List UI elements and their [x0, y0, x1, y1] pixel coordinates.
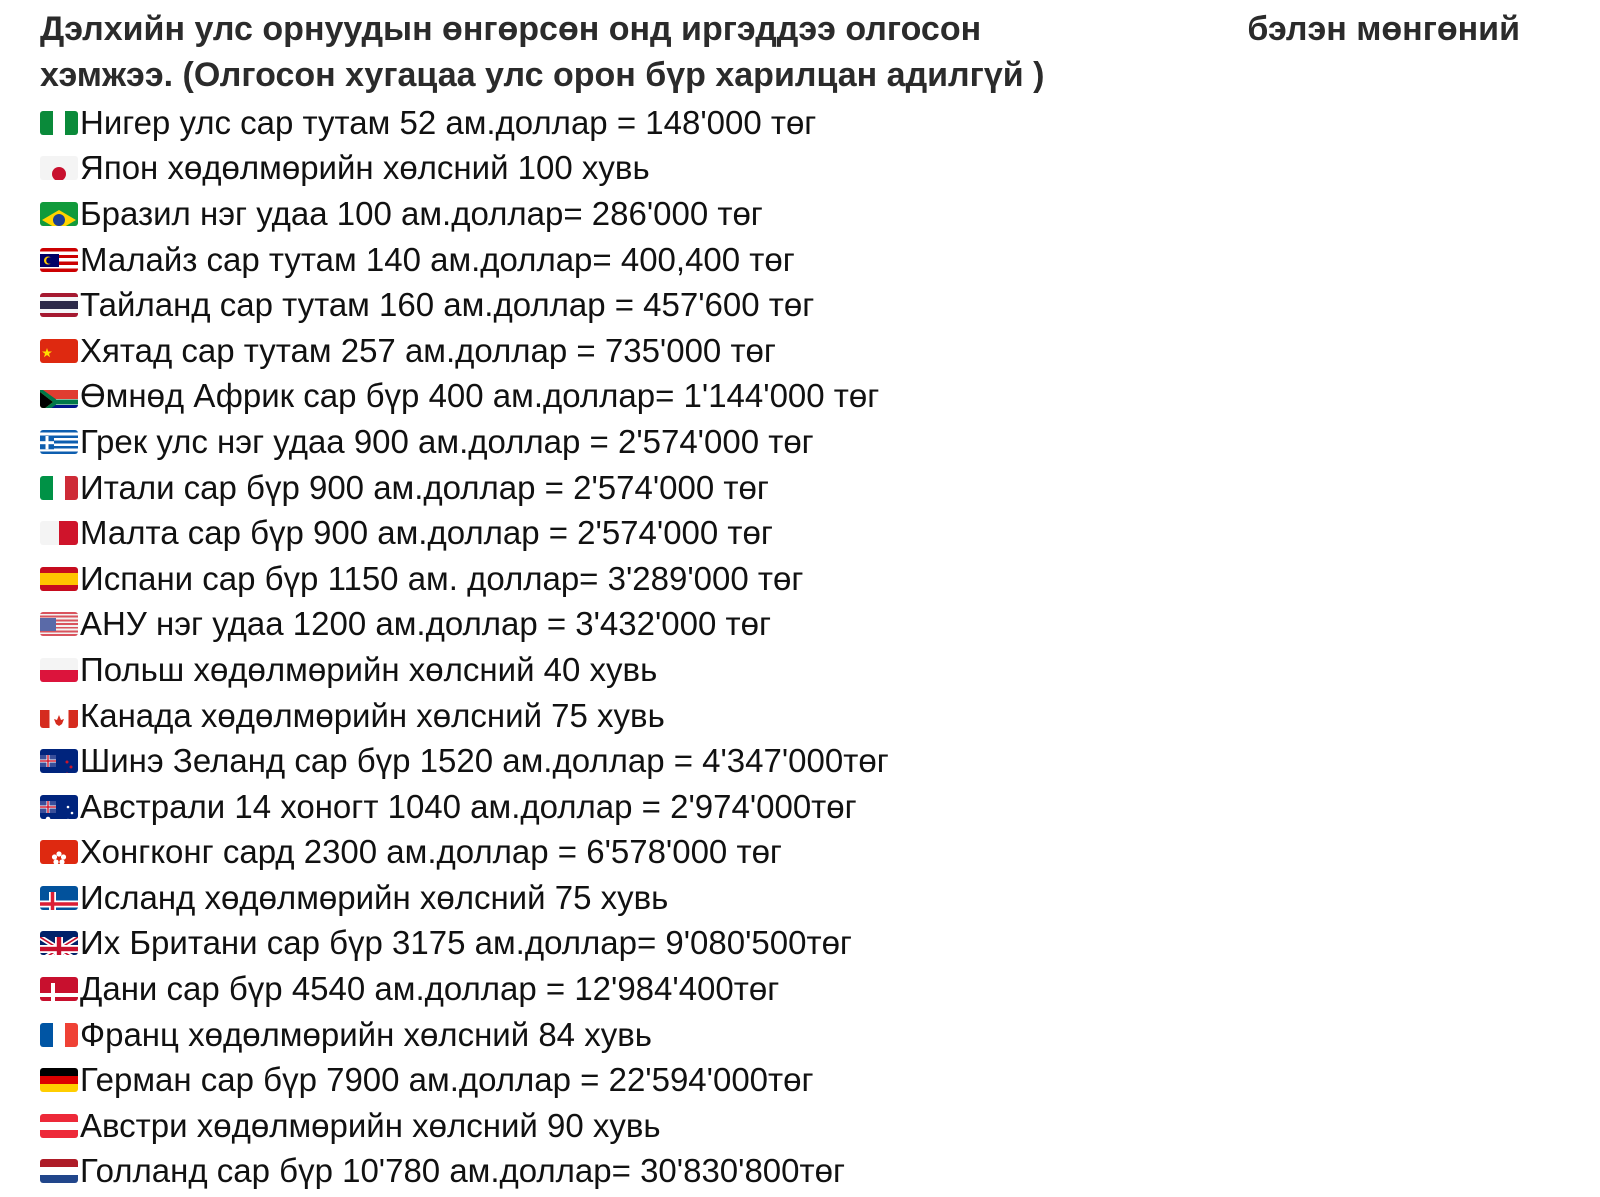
new-zealand-flag-icon	[40, 749, 78, 773]
nigeria-flag-icon	[40, 111, 78, 135]
item-text: Франц хөдөлмөрийн хөлсний 84 хувь	[80, 1015, 652, 1053]
list-item	[40, 282, 1520, 328]
document-page	[40, 6, 1520, 1194]
item-text: Канада хөдөлмөрийн хөлсний 75 хувь	[80, 696, 665, 734]
hong-kong-flag-icon	[40, 840, 78, 864]
list-item	[40, 647, 1520, 693]
list-item	[40, 374, 1520, 420]
list-item	[40, 693, 1520, 739]
canada-flag-icon	[40, 704, 78, 728]
item-text: Хятад сар тутам 257 ам.доллар = 735'000 төг	[80, 331, 776, 369]
south-africa-flag-icon	[40, 384, 78, 408]
item-text: Малта сар бүр 900 ам.доллар = 2'574'000 төг	[80, 514, 773, 552]
item-text: Япон хөдөлмөрийн хөлсний 100 хувь	[80, 149, 650, 187]
china-flag-icon	[40, 339, 78, 363]
item-text: Дани сар бүр 4540 ам.доллар = 12'984'400төг	[80, 970, 780, 1008]
germany-flag-icon	[40, 1068, 78, 1092]
item-text: Герман сар бүр 7900 ам.доллар = 22'594'000төг	[80, 1061, 814, 1099]
item-text: Австри хөдөлмөрийн хөлсний 90 хувь	[80, 1106, 661, 1144]
list-item	[40, 146, 1520, 192]
list-item	[40, 1103, 1520, 1149]
item-text: Бразил нэг удаа 100 ам.доллар= 286'000 төг	[80, 194, 763, 232]
list-item	[40, 602, 1520, 648]
malaysia-flag-icon	[40, 248, 78, 272]
item-text: Малайз сар тутам 140 ам.доллар= 400,400 төг	[80, 240, 795, 278]
list-item	[40, 237, 1520, 283]
title-line-1	[40, 6, 1520, 52]
title-line-1-part-1: Дэлхийн улс орнуудын өнгөрсөн онд иргэддээ олгосон	[40, 10, 982, 48]
item-text: Польш хөдөлмөрийн хөлсний 40 хувь	[80, 650, 658, 688]
greece-flag-icon	[40, 430, 78, 454]
item-text: Тайланд сар тутам 160 ам.доллар = 457'600 төг	[80, 286, 815, 324]
item-text: Итали сар бүр 900 ам.доллар = 2'574'000 төг	[80, 468, 769, 506]
list-item	[40, 921, 1520, 967]
uk-flag-icon	[40, 931, 78, 955]
item-text: Голланд сар бүр 10'780 ам.доллар= 30'830'800төг	[80, 1152, 846, 1190]
item-text: Шинэ Зеланд сар бүр 1520 ам.доллар = 4'347'000төг	[80, 742, 889, 780]
spain-flag-icon	[40, 567, 78, 591]
item-text: Грек улс нэг удаа 900 ам.доллар = 2'574'000 төг	[80, 422, 814, 460]
malta-flag-icon	[40, 521, 78, 545]
japan-flag-icon	[40, 156, 78, 180]
item-text: Исланд хөдөлмөрийн хөлсний 75 хувь	[80, 878, 669, 916]
list-item	[40, 1012, 1520, 1058]
list-item	[40, 784, 1520, 830]
list-item	[40, 738, 1520, 784]
country-list	[40, 100, 1520, 1194]
item-text: Өмнөд Африк сар бүр 400 ам.доллар= 1'144'000 төг	[80, 377, 880, 415]
austria-flag-icon	[40, 1114, 78, 1138]
italy-flag-icon	[40, 476, 78, 500]
document-title	[40, 6, 1520, 98]
brazil-flag-icon	[40, 202, 78, 226]
item-text: Австрали 14 хоногт 1040 ам.доллар = 2'974'000төг	[80, 787, 857, 825]
denmark-flag-icon	[40, 977, 78, 1001]
usa-flag-icon	[40, 612, 78, 636]
thailand-flag-icon	[40, 293, 78, 317]
list-item	[40, 465, 1520, 511]
list-item	[40, 419, 1520, 465]
list-item	[40, 830, 1520, 876]
list-item	[40, 328, 1520, 374]
list-item	[40, 1057, 1520, 1103]
poland-flag-icon	[40, 658, 78, 682]
list-item	[40, 100, 1520, 146]
item-text: Их Британи сар бүр 3175 ам.доллар= 9'080'500төг	[80, 924, 852, 962]
list-item	[40, 966, 1520, 1012]
list-item	[40, 191, 1520, 237]
france-flag-icon	[40, 1023, 78, 1047]
list-item	[40, 510, 1520, 556]
title-line-1-part-2: бэлэн мөнгөний	[1247, 10, 1520, 48]
item-text: Нигер улс сар тутам 52 ам.доллар = 148'000 төг	[80, 103, 817, 141]
item-text: Испани сар бүр 1150 ам. доллар= 3'289'000 төг	[80, 559, 804, 597]
list-item	[40, 875, 1520, 921]
list-item	[40, 556, 1520, 602]
title-line-2: хэмжээ. (Олгосон хугацаа улс орон бүр харилцан адилгүй )	[40, 56, 1045, 94]
item-text: АНУ нэг удаа 1200 ам.доллар = 3'432'000 төг	[80, 605, 772, 643]
list-item	[40, 1149, 1520, 1195]
netherlands-flag-icon	[40, 1159, 78, 1183]
australia-flag-icon	[40, 795, 78, 819]
iceland-flag-icon	[40, 886, 78, 910]
item-text: Хонгконг сард 2300 ам.доллар = 6'578'000 төг	[80, 833, 782, 871]
